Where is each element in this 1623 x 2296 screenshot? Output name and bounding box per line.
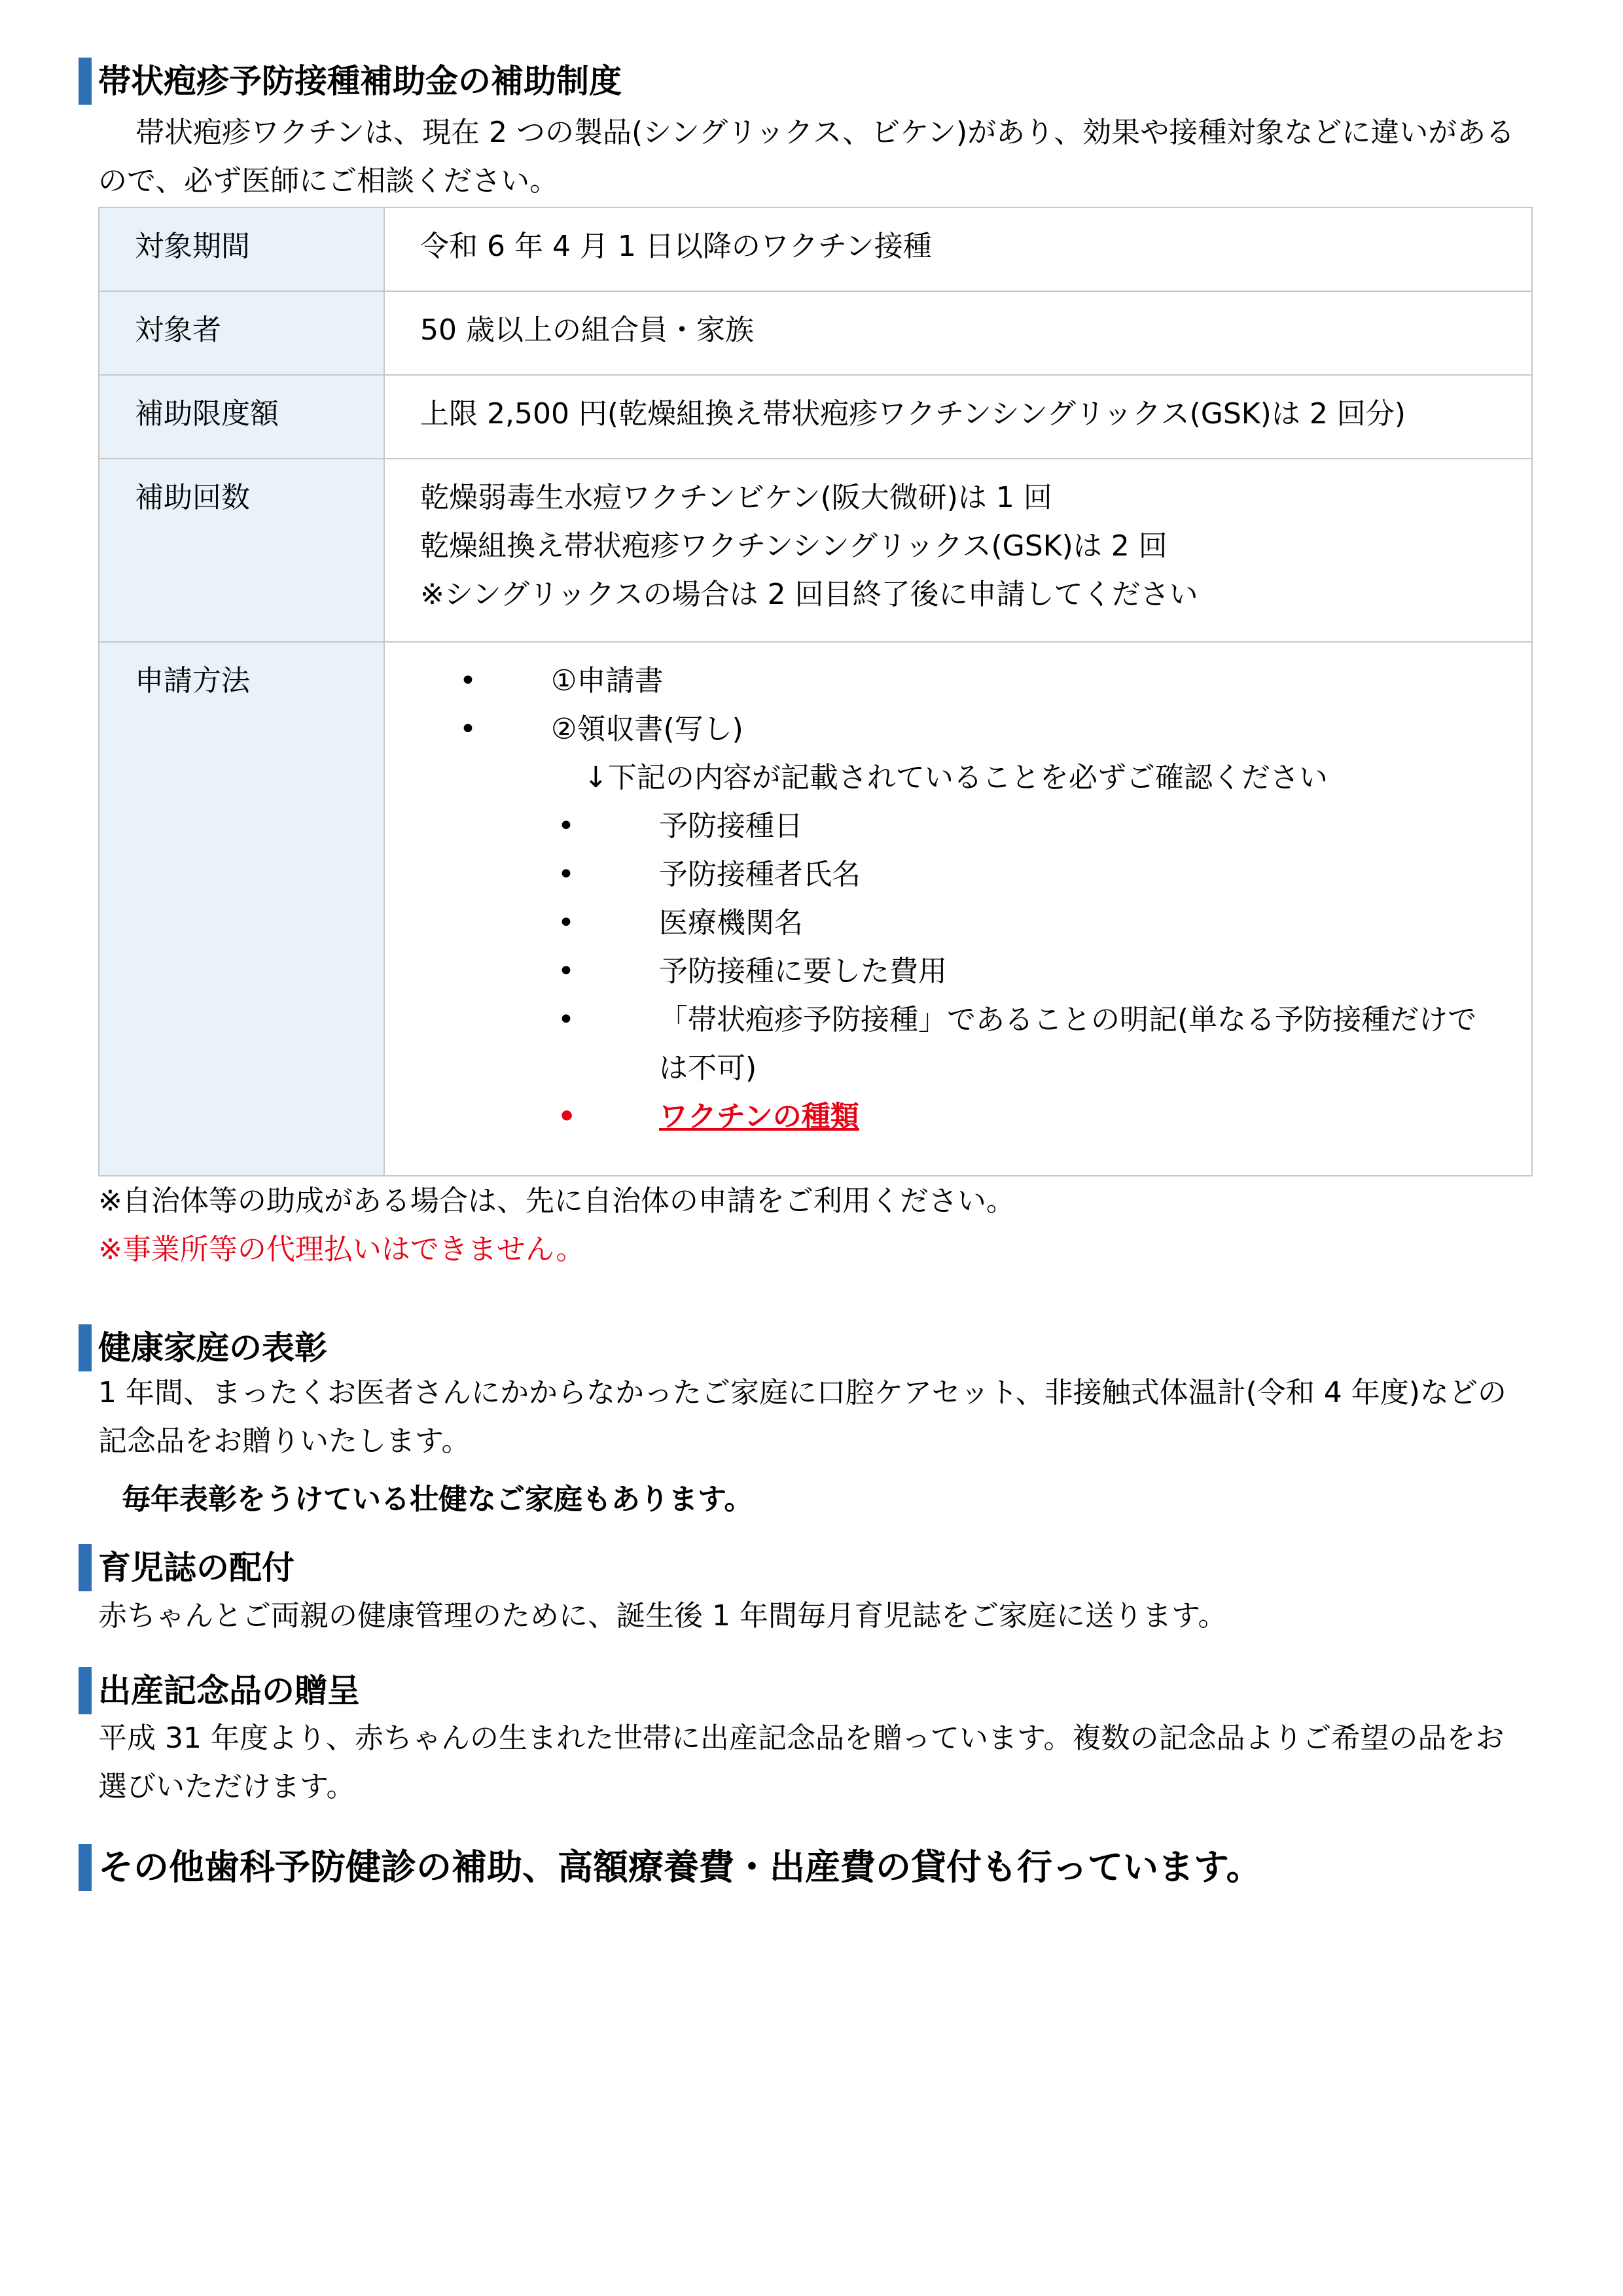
healthy-family-emphasis: 毎年表彰をうけている壮健なご家庭もあります。 (122, 1483, 753, 1516)
count-line: ※シングリックスの場合は 2 回目終了後に申請してください (420, 578, 1198, 611)
receipt-item-vaccine-type: ワクチンの種類 (659, 1100, 859, 1133)
bullet-icon: • (558, 858, 575, 891)
apply-item-application: ①申請書 (551, 664, 664, 698)
bullet-icon: • (558, 1100, 577, 1133)
period-value: 令和 6 年 4 月 1 日以降のワクチン接種 (384, 207, 1532, 291)
target-label: 対象者 (99, 291, 384, 375)
count-line: 乾燥組換え帯状疱疹ワクチンシングリックス(GSK)は 2 回 (420, 529, 1168, 563)
table-row-target (99, 291, 1532, 375)
section-title: 育児誌の配付 (98, 1549, 294, 1587)
table-row-period (99, 207, 1532, 291)
table-row-apply (99, 642, 1532, 1176)
childcare-magazine-text: 赤ちゃんとご両親の健康管理のために、誕生後 1 年間毎月育児誌をご家庭に送ります。 (98, 1599, 1227, 1633)
footnote-text: ※自治体等の助成がある場合は、先に自治体の申請をご利用ください。 (98, 1184, 1015, 1218)
shingles-intro-text: 帯状疱疹ワクチンは、現在 2 つの製品(シングリックス、ビケン)があり、効果や接種対象などに違いがあるので、必ず医師にご相談ください。 (98, 116, 1515, 198)
apply-value (384, 642, 1532, 1176)
bullet-icon: • (558, 906, 575, 940)
count-line: 乾燥弱毒生水痘ワクチンビケン(阪大微研)は 1 回 (420, 481, 1052, 514)
heading-accent-bar (79, 1844, 92, 1891)
healthy-family-text: 1 年間、まったくお医者さんにかからなかったご家庭に口腔ケアセット、非接触式体温計(令和 4 年度)などの記念品をお贈りいたします。 (98, 1376, 1507, 1458)
count-value (384, 459, 1532, 642)
section-title: 出産記念品の贈呈 (98, 1672, 360, 1710)
bullet-icon: • (459, 664, 476, 698)
list-item (420, 996, 1499, 1093)
list-item (420, 1093, 1499, 1141)
bullet-icon: • (558, 809, 575, 843)
section-heading-shingles-subsidy (79, 58, 622, 105)
section-title: 帯状疱疹予防接種補助金の補助制度 (98, 62, 622, 100)
bullet-icon: • (558, 955, 575, 988)
list-item (420, 851, 1499, 899)
apply-method-list (420, 657, 1499, 1141)
period-label: 対象期間 (99, 207, 384, 291)
receipt-note: ↓下記の内容が記載されていることを必ずご確認ください (584, 761, 1328, 794)
target-value: 50 歳以上の組合員・家族 (384, 291, 1532, 375)
apply-item-receipt: ②領収書(写し) (551, 713, 743, 746)
warning-text: ※事業所等の代理払いはできません。 (98, 1233, 585, 1266)
list-item (420, 899, 1499, 947)
receipt-item: 予防接種者氏名 (659, 858, 861, 891)
limit-value: 上限 2,500 円(乾燥組換え帯状疱疹ワクチンシングリックス(GSK)は 2 回分) (384, 375, 1532, 459)
count-label: 補助回数 (99, 459, 384, 642)
birth-gift-text: 平成 31 年度より、赤ちゃんの生まれた世帯に出産記念品を贈っています。複数の記念品よりご希望の品をお選びいただけます。 (98, 1722, 1505, 1803)
receipt-item: 医療機関名 (659, 906, 803, 940)
bullet-icon: • (459, 713, 476, 746)
section-title: 健康家庭の表彰 (98, 1329, 327, 1367)
receipt-item: 予防接種日 (659, 809, 803, 843)
heading-accent-bar (79, 1324, 92, 1371)
list-item (420, 802, 1499, 851)
list-item (420, 657, 1499, 705)
section-heading-childcare-magazine (79, 1544, 294, 1591)
table-row-count (99, 459, 1532, 642)
limit-label: 補助限度額 (99, 375, 384, 459)
heading-accent-bar (79, 1544, 92, 1591)
section-heading-birth-gift (79, 1667, 360, 1714)
heading-accent-bar (79, 1667, 92, 1714)
list-item (420, 705, 1499, 754)
table-row-limit (99, 375, 1532, 459)
section-heading-other-services (79, 1844, 1262, 1891)
bullet-icon: • (558, 1003, 575, 1036)
apply-label: 申請方法 (99, 642, 384, 1176)
section-title: その他歯科予防健診の補助、高額療養費・出産費の貸付も行っています。 (98, 1846, 1262, 1888)
shingles-subsidy-table (98, 207, 1533, 1176)
list-item (420, 947, 1499, 996)
section-heading-healthy-family (79, 1324, 327, 1371)
heading-accent-bar (79, 58, 92, 105)
receipt-item: 「帯状疱疹予防接種」であることの明記(単なる予防接種だけでは不可) (659, 1003, 1477, 1085)
receipt-item: 予防接種に要した費用 (659, 955, 947, 988)
